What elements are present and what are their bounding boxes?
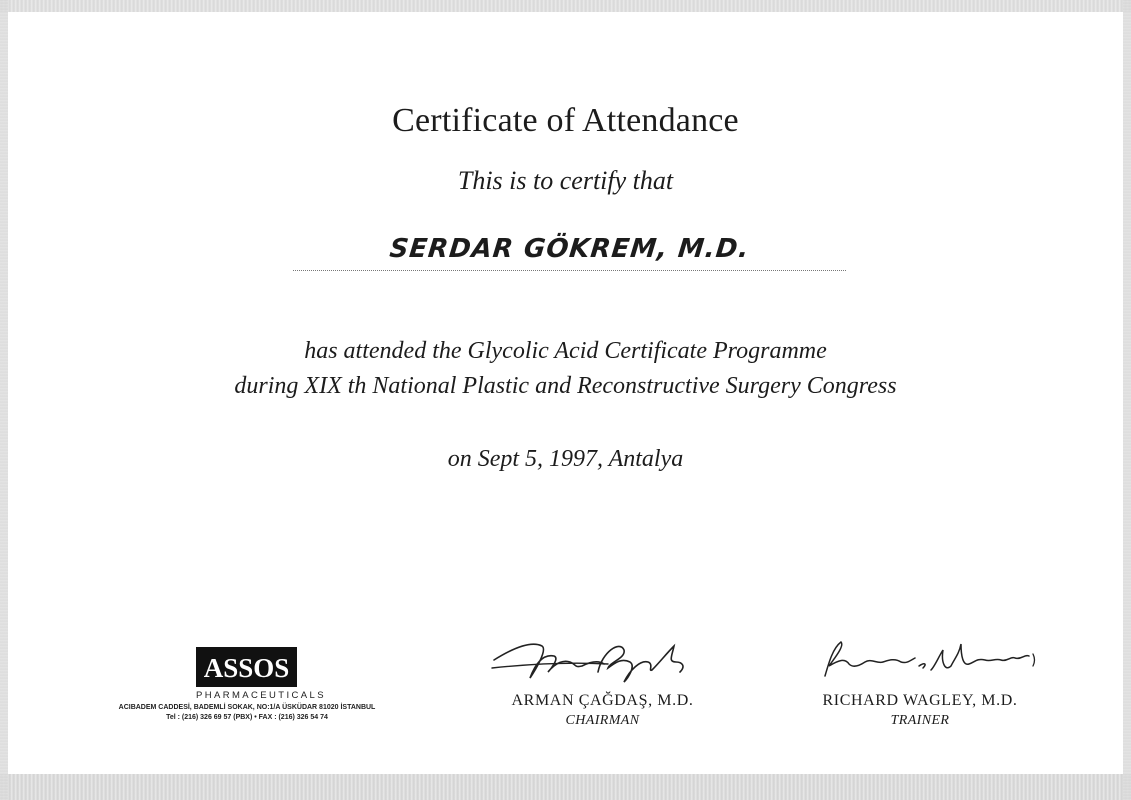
scan-edge-top <box>0 0 1131 12</box>
trainer-role: TRAINER <box>890 713 950 728</box>
chairman-name: ARMAN ÇAĞDAŞ, M.D. <box>511 692 694 709</box>
certify-intro: This is to certify that <box>457 166 674 195</box>
scan-edge-bottom <box>0 774 1131 800</box>
date-place-line: on Sept 5, 1997, Antalya <box>447 446 684 472</box>
chairman-signature <box>490 632 690 690</box>
congress-line: during XIX th National Plastic and Reconstructive Surgery Congress <box>234 373 897 399</box>
certificate-title: Certificate of Attendance <box>392 102 739 139</box>
chairman-role: CHAIRMAN <box>565 713 640 728</box>
sponsor-address: ACIBADEM CADDESİ, BADEMLİ SOKAK, NO:1/A ÜSKÜDAR 81020 İSTANBUL <box>118 704 376 711</box>
sponsor-phone: Tel : (216) 326 69 57 (PBX) • FAX : (216) 326 54 74 <box>166 714 328 721</box>
recipient-name: SERDAR GÖKREM, M.D. <box>388 234 751 264</box>
trainer-signature <box>815 636 1040 686</box>
assos-logo: ASSOS <box>196 647 297 687</box>
trainer-name: RICHARD WAGLEY, M.D. <box>822 692 1018 709</box>
logo-subtitle: PHARMACEUTICALS <box>196 690 326 701</box>
name-dotted-line <box>293 270 846 271</box>
programme-line: has attended the Glycolic Acid Certificate Programme <box>304 338 827 364</box>
